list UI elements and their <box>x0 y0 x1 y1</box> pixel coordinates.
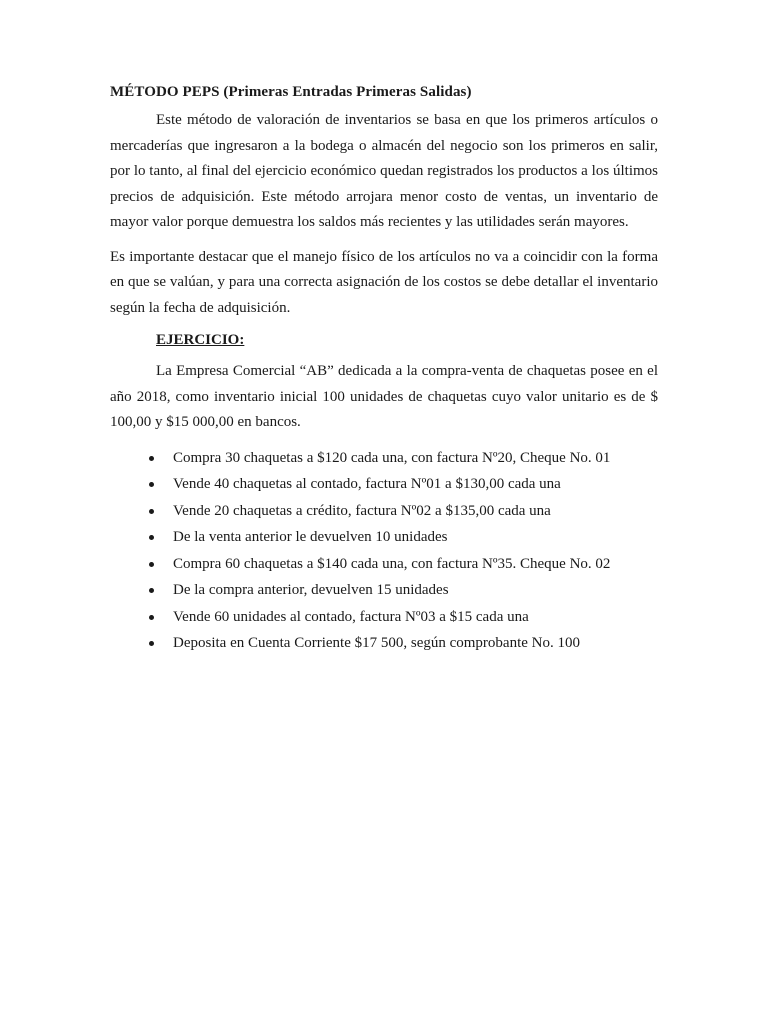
list-item-text: Compra 60 chaquetas a $140 cada una, con factura Nº35. Cheque No. 02 <box>173 555 611 572</box>
list-item <box>110 524 658 551</box>
list-item-text: De la venta anterior le devuelven 10 unidades <box>173 529 448 545</box>
intro-paragraph: Este método de valoración de inventarios se basa en que los primeros artículos o mercaderías que ingresaron a la bodega o almacén del negocio son los primeros en salir, por lo tanto, al final del ejercicio económico quedan registrados los productos a los últimos precios de adquisición. Este método arrojara menor costo de ventas, un inventario de mayor valor porque demuestra los saldos más recientes y las utilidades serán mayores. <box>110 112 658 230</box>
bullet-icon <box>149 641 154 646</box>
document-title: MÉTODO PEPS (Primeras Entradas Primeras Salidas) <box>110 84 472 100</box>
bullet-icon <box>149 588 154 593</box>
list-item <box>110 445 658 472</box>
exercise-paragraph: La Empresa Comercial “AB” dedicada a la compra-venta de chaquetas posee en el año 2018, como inventario inicial 100 unidades de chaquetas cuyo valor unitario es de $ 100,00 y $15 000,00 en bancos. <box>110 363 658 430</box>
list-item-text: Compra 30 chaquetas a $120 cada una, con factura Nº20, Cheque No. 01 <box>173 449 611 466</box>
list-item-text: Deposita en Cuenta Corriente $17 500, según comprobante No. 100 <box>173 635 580 651</box>
exercise-heading: EJERCICIO: <box>156 332 245 348</box>
bullet-icon <box>149 482 154 487</box>
bullet-icon <box>149 509 154 514</box>
note-paragraph: Es importante destacar que el manejo físico de los artículos no va a coincidir con la forma en que se valúan, y para una correcta asignación de los costos se debe detallar el inventario según la fecha de adquisición. <box>110 248 658 316</box>
list-item-text: Vende 40 chaquetas al contado, factura Nº01 a $130,00 cada una <box>173 476 561 492</box>
list-item-text: De la compra anterior, devuelven 15 unidades <box>173 582 449 598</box>
list-item-text: Vende 20 chaquetas a crédito, factura Nº02 a $135,00 cada una <box>173 502 551 519</box>
list-item <box>110 604 658 631</box>
bullet-icon <box>149 456 154 461</box>
list-item-text: Vende 60 unidades al contado, factura Nº03 a $15 cada una <box>173 608 529 625</box>
list-item <box>110 471 658 498</box>
document-page <box>110 80 658 657</box>
list-item <box>110 498 658 525</box>
transaction-list <box>110 445 658 657</box>
bullet-icon <box>149 615 154 620</box>
list-item <box>110 630 658 657</box>
list-item <box>110 577 658 604</box>
bullet-icon <box>149 535 154 540</box>
bullet-icon <box>149 562 154 567</box>
list-item <box>110 551 658 578</box>
